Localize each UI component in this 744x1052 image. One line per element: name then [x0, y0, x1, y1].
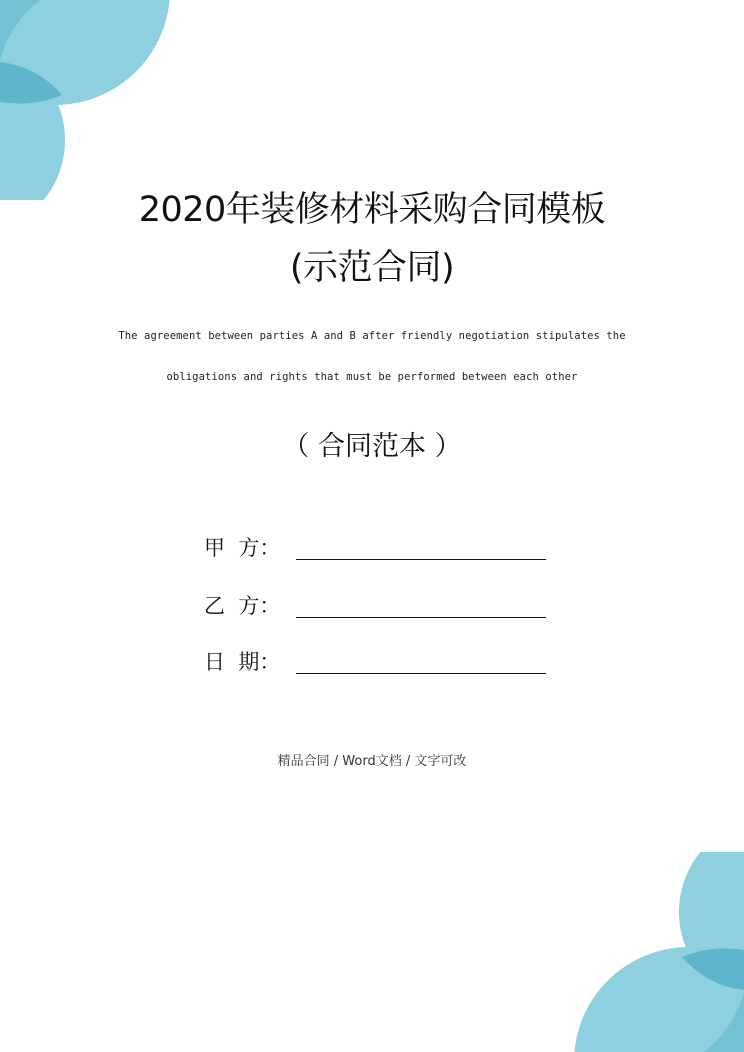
subtitle-line2: obligations and rights that must be performed between each other	[166, 371, 578, 383]
party-a-blank-line	[296, 557, 546, 560]
party-b-field	[204, 590, 546, 620]
top-decor-circle-small	[0, 45, 65, 200]
bottom-right-decoration	[564, 852, 744, 1052]
top-decor-overlap	[0, 62, 62, 104]
date-field	[204, 646, 546, 676]
date-label: 日 期：	[204, 650, 281, 674]
document-title-line1: 2020年装修材料采购合同模板	[138, 190, 606, 230]
top-decor-overlap-2	[0, 0, 40, 60]
party-b-blank-line	[296, 615, 546, 618]
bottom-decor-circle-small	[679, 852, 744, 1007]
party-a-field	[204, 532, 546, 562]
bottom-decor-overlap-2	[704, 992, 744, 1052]
top-left-decoration	[0, 0, 180, 200]
document-title-line2: (示范合同)	[289, 248, 455, 288]
date-blank-line	[296, 671, 546, 674]
party-a-label: 甲 方：	[204, 536, 281, 560]
contract-template-label: （ 合同范本 ）	[282, 431, 462, 462]
bottom-decor-circle-large	[574, 947, 744, 1052]
footer-note: 精品合同 / Word文档 / 文字可改	[277, 754, 467, 769]
subtitle-line1: The agreement between parties A and B after friendly negotiation stipulates the	[118, 330, 626, 342]
bottom-decor-overlap	[682, 948, 744, 990]
top-decor-circle-large	[0, 0, 170, 105]
party-b-label: 乙 方：	[204, 594, 281, 618]
